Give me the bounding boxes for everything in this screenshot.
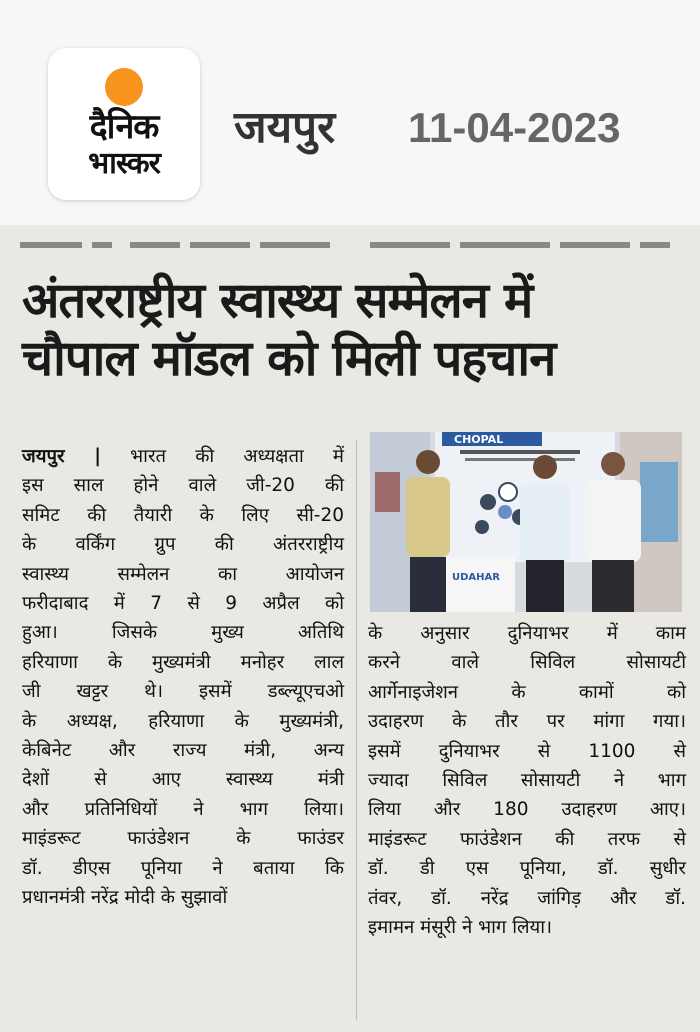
col1-line: स्वास्थ्य सम्मेलन का आयोजन [22, 563, 344, 585]
col2-line: लिया और 180 उदाहरण आए। [368, 799, 686, 821]
col2-line: इमामन मंसूरी ने भाग लिया। [368, 917, 553, 939]
col1-line: देशों से आए स्वास्थ्य मंत्री [22, 769, 344, 791]
col1-line-1 [22, 442, 344, 471]
col2-line: ज्यादा सिविल सोसायटी ने भाग [368, 770, 686, 792]
col1-line-1-text: भारत की अध्यक्षता में [130, 446, 344, 467]
column-divider [356, 440, 357, 1020]
event-photo-illustration [370, 432, 682, 612]
dateline: जयपुर | [22, 446, 101, 467]
col1-line: और प्रतिनिधियों ने भाग लिया। [22, 798, 344, 820]
col1-line: फरीदाबाद में 7 से 9 अप्रैल को [22, 593, 344, 615]
logo-text-dainik: दैनिक [89, 107, 159, 147]
col1-line: माइंडरूट फाउंडेशन के फाउंडर [22, 828, 344, 850]
sun-icon [105, 68, 143, 106]
headline-line-2: चौपाल मॉडल को मिली पहचान [22, 330, 556, 387]
edition-date: 11-04-2023 [408, 104, 621, 151]
edition-city: जयपुर [234, 102, 336, 153]
article-column-1 [22, 442, 344, 913]
col1-line: डॉ. डीएस पूनिया ने बताया कि [22, 857, 344, 879]
col2-line: उदाहरण के तौर पर मांगा गया। [368, 711, 686, 733]
col1-line: हुआ। जिसके मुख्य अतिथि [22, 622, 344, 644]
col1-line: के अध्यक्ष, हरियाणा के मुख्यमंत्री, [22, 710, 344, 732]
col2-line: इसमें दुनियाभर से 1100 से [368, 740, 686, 762]
photo-banner-text: CHOPAL [454, 433, 504, 446]
event-photo [370, 432, 682, 612]
col2-line: माइंडरूट फाउंडेशन की तरफ से [368, 828, 686, 850]
logo-text-bhaskar: भास्कर [88, 146, 160, 181]
col1-line: हरियाणा के मुख्यमंत्री मनोहर लाल [22, 651, 344, 673]
col1-line: समिट की तैयारी के लिए सी-20 [22, 504, 344, 526]
article-headline [22, 272, 682, 388]
col1-line: जी खट्टर थे। इसमें डब्ल्यूएचओ [22, 681, 344, 703]
col2-line: आर्गेनाइजेशन के कामों को [368, 681, 686, 703]
col1-line: प्रधानमंत्री नरेंद्र मोदी के सुझावों [22, 887, 228, 909]
col1-line: के वर्किंग ग्रुप की अंतरराष्ट्रीय [22, 534, 344, 556]
col2-line: के अनुसार दुनियाभर में काम [368, 623, 686, 644]
col1-line: इस साल होने वाले जी-20 की [22, 475, 344, 497]
headline-line-1: अंतरराष्ट्रीय स्वास्थ्य सम्मेलन में [22, 272, 533, 329]
cut-off-previous-text [20, 240, 680, 252]
article-column-2 [368, 619, 686, 942]
col2-line: करने वाले सिविल सोसायटी [368, 652, 686, 674]
photo-standee-text: UDAHAR [452, 572, 500, 583]
col1-line: केबिनेट और राज्य मंत्री, अन्य [22, 740, 344, 762]
col2-line: तंवर, डॉ. नरेंद्र जांगिड़ और डॉ. [368, 887, 686, 909]
col2-line: डॉ. डी एस पूनिया, डॉ. सुधीर [368, 858, 686, 880]
